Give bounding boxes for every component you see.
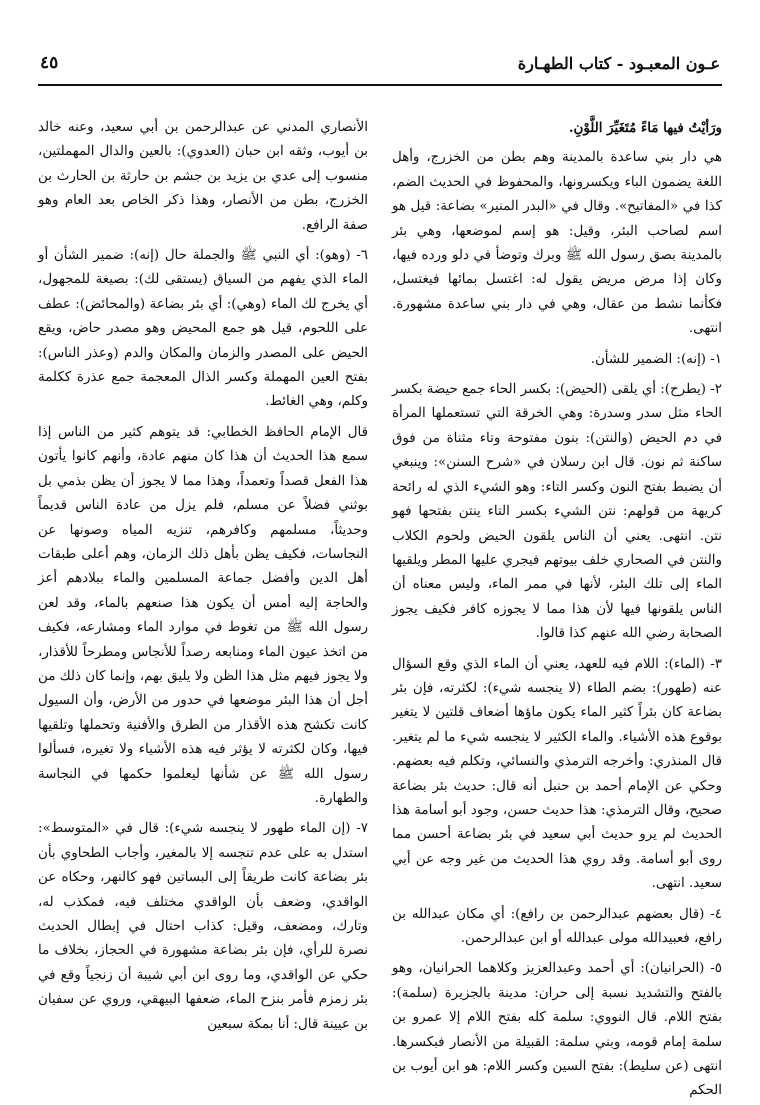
footnote: ١- (إنه): الضمير للشأن. <box>590 351 722 367</box>
paragraph: الأنصاري المدني عن عبدالرحمن بن أبي سعيد، وعنه خالد بن أيوب، وثقه ابن حبان (العدوي): بالعين والدال المهملتين، منسوب إلى عدي بن يزيد بن جشم بن حارثة بن الحارث بن الخزرج، بطن من الأنصار، وهذا ذكر الخاص بعد العام وهو صفة الرافع. <box>38 120 368 233</box>
paragraph: هي دار بني ساعدة بالمدينة وهم بطن من الخزرج، وأهل اللغة يضمون الباء ويكسرونها، والمحفوظ في الحديث الضم، كذا في «المفاتيح». وقال في «البدر المنير» بضاعة: قيل هو اسم لصاحب البئر، وقيل: هو إسم لموضعها، وهي بئر بالمدينة بصق رسول الله ﷺ وبرك وتوضأ في دلو ورده فيها، وكان إذا مرض مريض يقول له: اغتسل بمائها فيغتسل، فكأنما نشط من عقال، وهي في دار بني ساعدة مشهورة. انتهى. <box>392 150 722 337</box>
footnote: ٢- (يطرح): أي يلقى (الحيض): بكسر الحاء جمع حيضة بكسر الحاء مثل سدر وسدرة: وهي الخرقة التي تستعملها المرأة في دم الحيض (والنتن): بنون مفتوحة وتاء مثناة من فوق ساكنة ثم نون. قال ابن رسلان في «شرح السنن»: وينبغي أن يضبط بفتح النون وكسر التاء: وهو الشيء الذي له رائحة كريهة من قولهم: نتن الشيء بكسر التاء ينتن بفتحها فهو نتن. انتهى. يعني أن الناس يلقون الحيض ولحوم الكلاب والنتن في الصحاري خلف بيوتهم فيجري عليها المطر ويلقيها الماء إلى تلك البئر، لأنها في ممر الماء، وليس معناه أن الناس يلقونها فيها لأن هذا مما لا يجوزه كافر فكيف يجوز الصحابة رضي الله عنهم كذا قالوا. <box>392 382 722 642</box>
page-header <box>40 46 720 80</box>
footnote: ٥- (الحرانيان): أي أحمد وعبدالعزيز وكلاهما الحرانيان، وهو بالفتح والتشديد نسبة إلى حران: مدينة بالجزيرة (سلمة): بفتح اللام. قال النووي: سلمة كله بفتح اللام إلا عمرو بن سلمة إمام قومه، وبني سلمة: القبيلة من الأنصار فبكسرها. انتهى (عن سليط): بفتح السين وكسر اللام: هو ابن أيوب بن الحكم <box>392 961 722 1099</box>
footnote: ٤- (قال بعضهم عبدالرحمن بن رافع): أي مكان عبدالله بن رافع، فعبيدالله مولى عبدالله أو ابن عبدالرحمن. <box>392 906 722 946</box>
footnote: ٧- (إن الماء طهور لا ينجسه شيء): قال في «المتوسط»: استدل به على عدم تنجسه إلا بالمغير، وأجاب الطحاوي بأن بئر بضاعة كانت طريقاً إلى البساتين فهو كالنهر، وحكاه عن الواقدي، وضعف بأن الواقدي مختلف فيه، فمكذب له، وتارك، ومضعف، وقيل: كذاب احتال في إبطال الحديث نصرة للرأي، فإن بئر بضاعة مشهورة في الحجاز، بخلاف ما حكي عن الواقدي، وما روى ابن أبي شيبة أن زنجياً وقع في بئر زمزم فأمر بنزح الماء، ضعفها البيهقي، وروي عن سفيان بن عيينة قال: أنا بمكة سبعين <box>38 821 368 1032</box>
left-column <box>38 116 368 1086</box>
footnote: ٦- (وهو): أي النبي ﷺ والجملة حال (إنه): ضمير الشأن أو الماء الذي يفهم من السياق (يستقى لك): بصيغة للمجهول، أي يخرج لك الماء (وهي): أي بئر بضاعة (والمحائض): عطف على اللحوم، قيل هو جمع المحيض وهو مصدر حاض، ويقع الحيض على المصدر والزمان والمكان والدم (وعذر الناس): بفتح العين المهملة وكسر الذال المعجمة جمع عذرة ككلمة وكلم، وهي الغائط. <box>38 248 368 410</box>
right-column <box>392 116 722 1099</box>
page-number: ٤٥ <box>40 53 59 73</box>
hadith-text-line: ورَأيْتُ فيها مَاءً مُتَغَيِّرَ اللَّوْنِ. <box>568 120 722 136</box>
footnote: ٣- (الماء): اللام فيه للعهد، يعني أن الماء الذي وقع السؤال عنه (طهور): بضم الطاء (لا ينجسه شيء): لكثرته، فإن بئر بضاعة كان بئراً كثير الماء يكون ماؤها أضعاف قلتين لا يتغير بوقوع هذه الأشياء. والماء الكثير لا ينجسه شيء ما لم يتغير. قال المنذري: وأخرجه الترمذي والنسائي، وتكلم فيه بعضهم. وحكي عن الإمام أحمد بن حنبل أنه قال: حديث بئر بضاعة صحيح، وقال الترمذي: هذا حديث حسن، وجود أبو أسامة هذا الحديث لم يرو حديث أبي سعيد في بئر بضاعة أحسن مما روى أبو أسامة. وقد روي هذا الحديث من غير وجه عن أبي سعيد. انتهى. <box>392 656 722 892</box>
header-rule <box>38 84 722 86</box>
running-title: عـون المعبـود - كتاب الطهـارة <box>517 53 720 73</box>
paragraph: قال الإمام الحافظ الخطابي: قد يتوهم كثير من الناس إذا سمع هذا الحديث أن هذا كان منهم عادة، وأنهم كانوا يأتون هذا الفعل قصداً وتعمداً، وهذا مما لا يجوز أن يظن بذمي بل بوثني فضلاً عن مسلم، فلم يزل من عادة الناس قديماً وحديثاً، مسلمهم وكافرهم، تنزيه المياه وصونها عن النجاسات، فكيف يظن بأهل ذلك الزمان، وهم أعلى طبقات أهل الدين وأفضل جماعة المسلمين والماء ببلادهم أعز والحاجة إليه أمس أن يكون هذا صنعهم بالماء، وقد لعن رسول الله ﷺ من تغوط في موارد الماء ومشارعه، فكيف من اتخذ عيون الماء ومنابعه رصداً للأنجاس ومطرحاً للأقذار، ولا يجوز فيهم مثل هذا الظن ولا يليق بهم، وإنما كان ذلك من أجل أن هذا البئر موضعها في حدور من الأرض، وأن السيول كانت تكشح هذه الأقذار من الطرق والأفنية وتحملها وتلقيها فيها، وكان لكثرته لا يؤثر فيه هذه الأشياء ولا تغيره، فسألوا رسول الله ﷺ عن شأنها ليعلموا حكمها في النجاسة والطهارة. <box>38 424 368 806</box>
